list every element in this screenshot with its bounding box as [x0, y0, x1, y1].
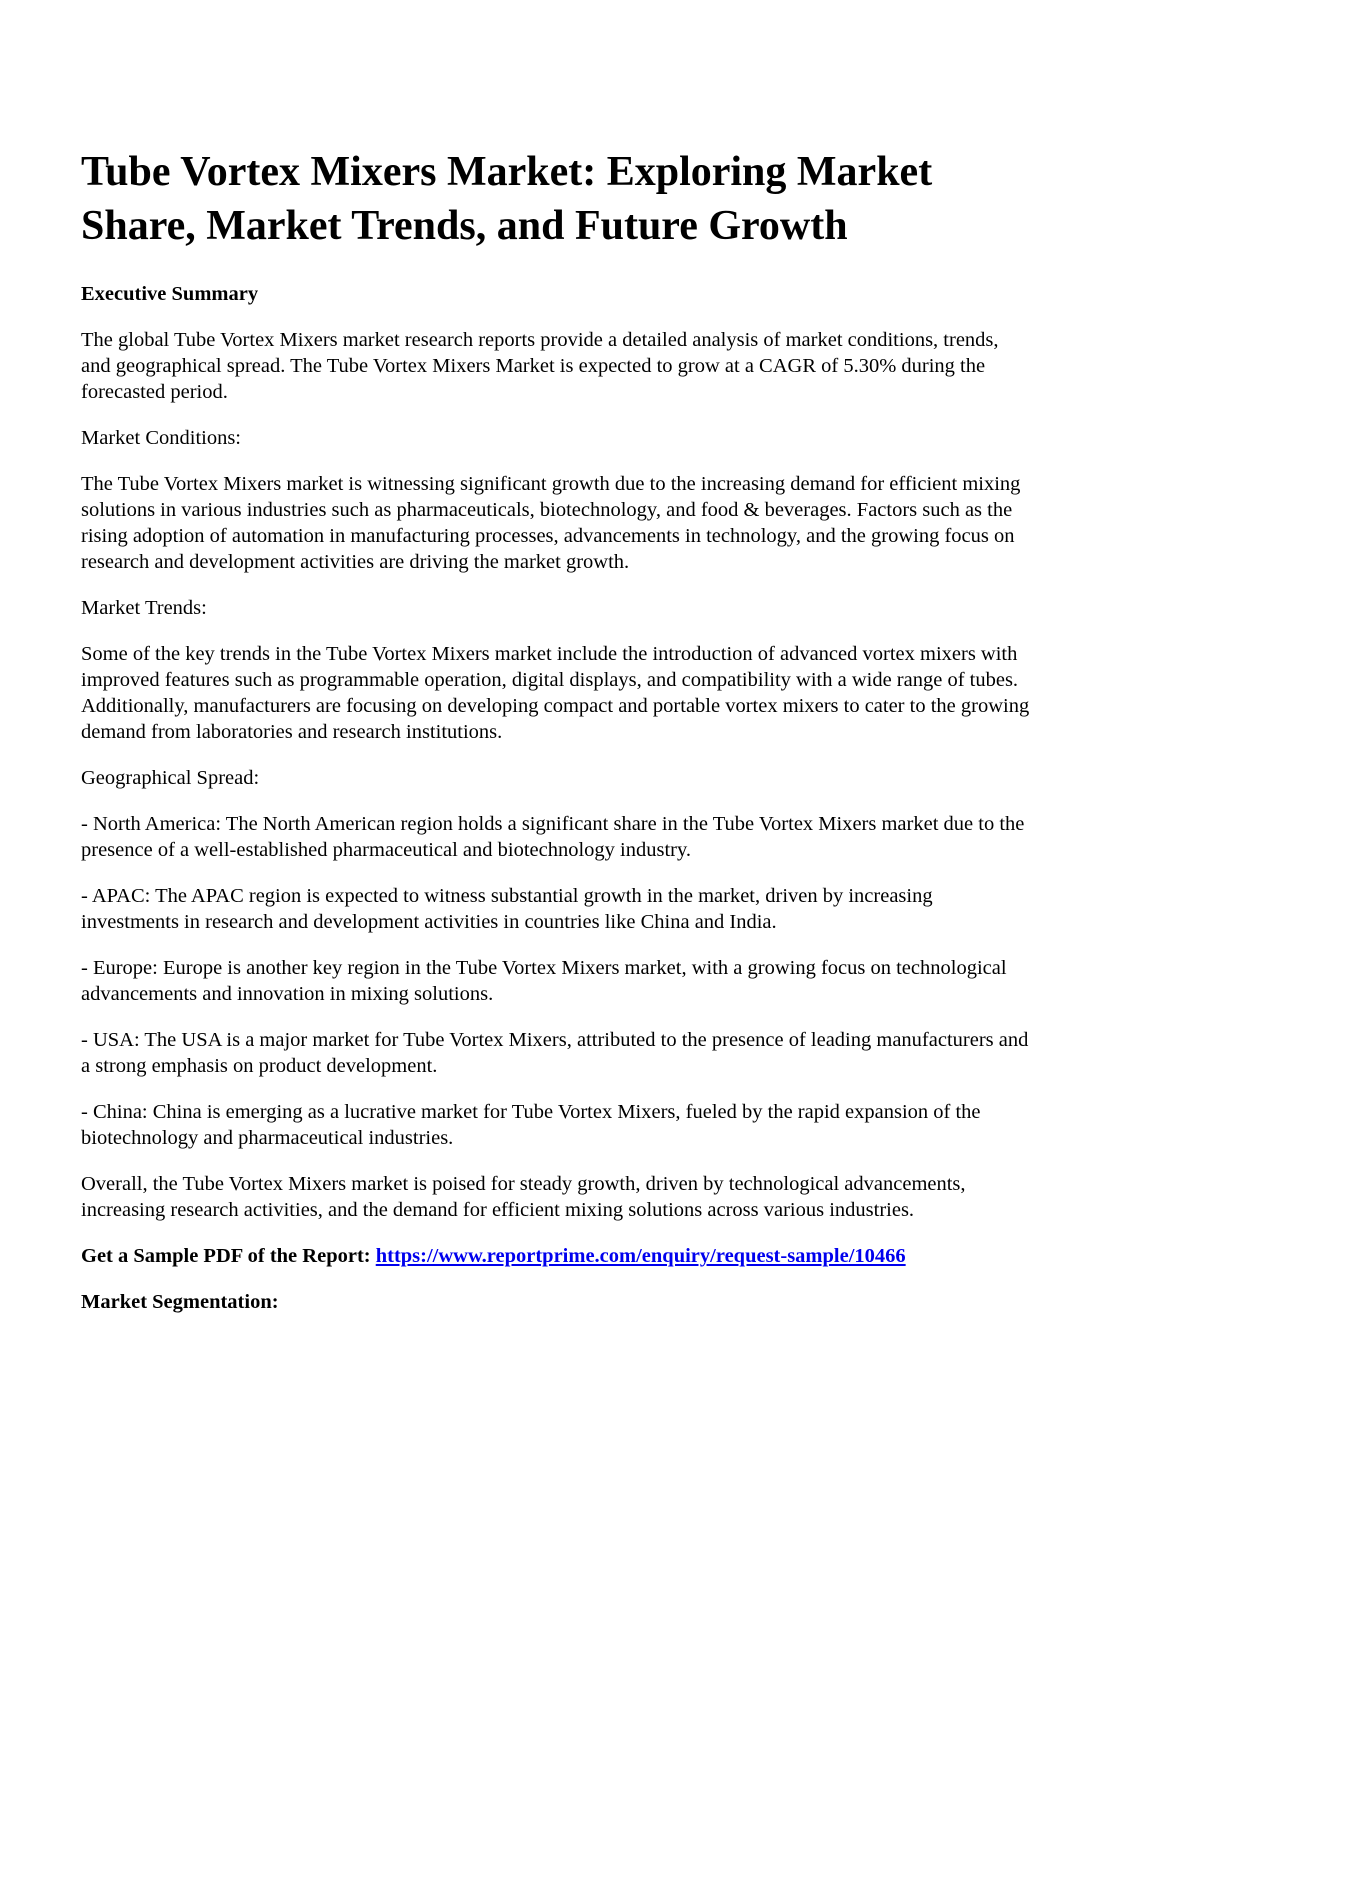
page-title: Tube Vortex Mixers Market: Exploring Market Share, Market Trends, and Future Growth	[81, 149, 933, 249]
market-trends-label: Market Trends:	[81, 597, 207, 619]
sample-report-line	[81, 1243, 1031, 1269]
executive-summary-paragraph: The global Tube Vortex Mixers market research reports provide a detailed analysis of market conditions, trends, and geographical spread. The Tube Vortex Mixers Market is expected to grow at a CAGR of 5.30% during the forecasted period.	[81, 329, 999, 403]
region-item-usa: - USA: The USA is a major market for Tube Vortex Mixers, attributed to the presence of leading manufacturers and a strong emphasis on product development.	[81, 1029, 1029, 1077]
region-item-north-america: - North America: The North American region holds a significant share in the Tube Vortex Mixers market due to the presence of a well-established pharmaceutical and biotechnology industry.	[81, 813, 1025, 861]
market-conditions-paragraph: The Tube Vortex Mixers market is witnessing significant growth due to the increasing demand for efficient mixing solutions in various industries such as pharmaceuticals, biotechnology, and food & beverages. Factors such as the rising adoption of automation in manufacturing processes, advancements in technology, and the growing focus on research and development activities are driving the market growth.	[81, 473, 1021, 573]
sample-report-link[interactable]: https://www.reportprime.com/enquiry/request-sample/10466	[375, 1245, 906, 1267]
geographical-spread-label: Geographical Spread:	[81, 767, 260, 789]
region-item-china: - China: China is emerging as a lucrative market for Tube Vortex Mixers, fueled by the rapid expansion of the biotechnology and pharmaceutical industries.	[81, 1101, 981, 1149]
market-trends-paragraph: Some of the key trends in the Tube Vortex Mixers market include the introduction of advanced vortex mixers with improved features such as programmable operation, digital displays, and compatibility with a wide range of tubes. Additionally, manufacturers are focusing on developing compact and portable vortex mixers to cater to the growing demand from laboratories and research institutions.	[81, 643, 1030, 743]
conclusion-paragraph: Overall, the Tube Vortex Mixers market is poised for steady growth, driven by technological advancements, increasing research activities, and the demand for efficient mixing solutions across various industries.	[81, 1173, 966, 1221]
sample-report-label: Get a Sample PDF of the Report:	[81, 1245, 371, 1267]
document-content	[81, 145, 1031, 1315]
market-segmentation-label: Market Segmentation:	[81, 1291, 279, 1313]
market-conditions-label: Market Conditions:	[81, 427, 242, 449]
executive-summary-heading: Executive Summary	[81, 283, 259, 305]
region-item-apac: - APAC: The APAC region is expected to witness substantial growth in the market, driven by increasing investments in research and development activities in countries like China and India.	[81, 885, 933, 933]
region-item-europe: - Europe: Europe is another key region in the Tube Vortex Mixers market, with a growing focus on technological advancements and innovation in mixing solutions.	[81, 957, 1007, 1005]
